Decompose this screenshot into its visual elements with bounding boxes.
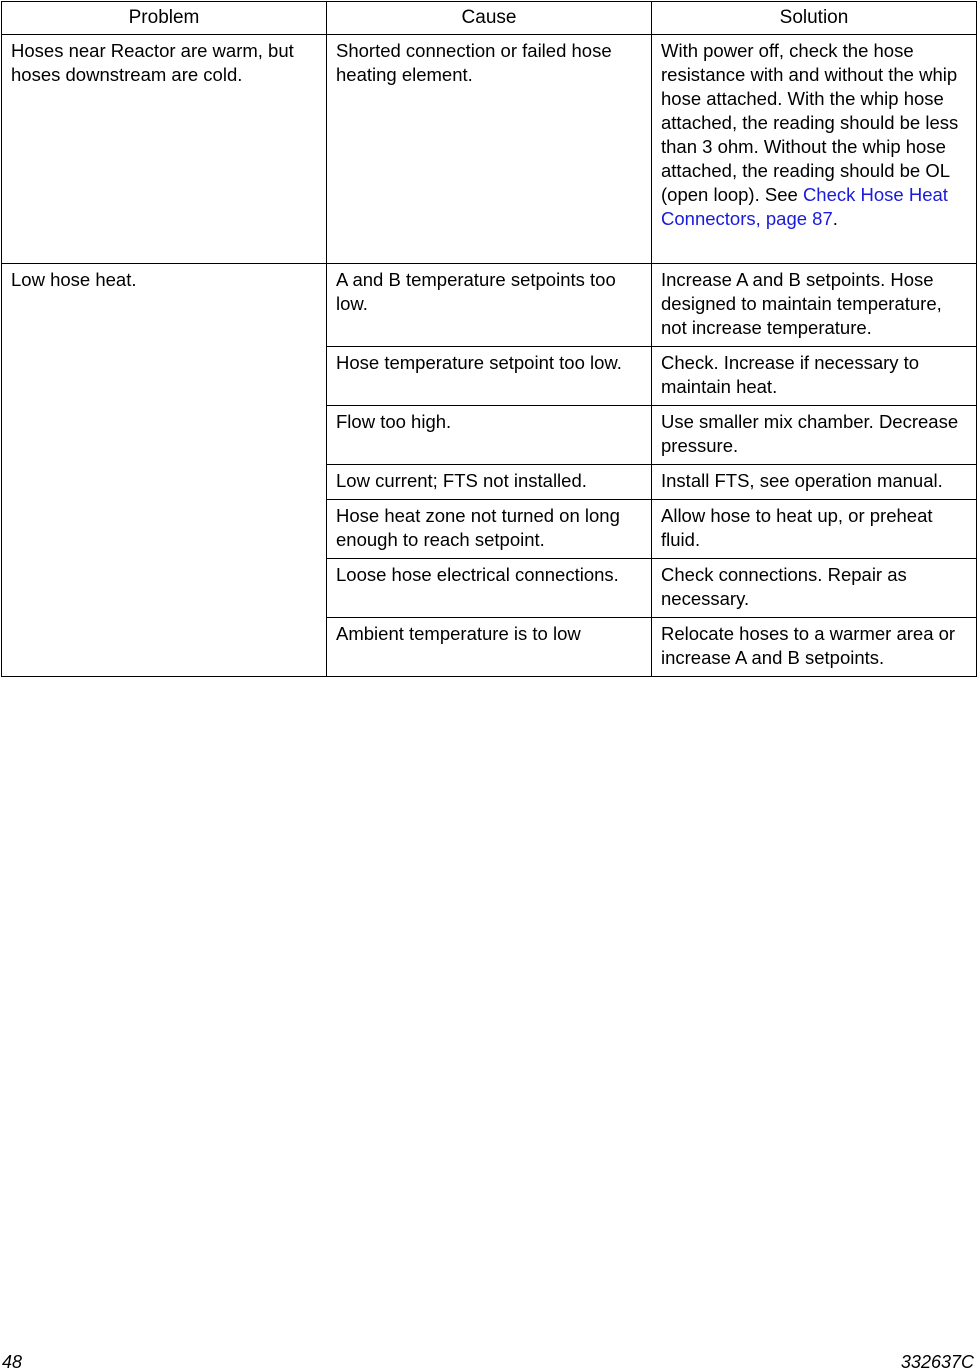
cause-cell: Hose temperature setpoint too low. bbox=[327, 347, 652, 406]
check-hose-heat-connectors-link[interactable]: Check Hose Heat Connectors, page 87 bbox=[661, 184, 948, 229]
solution-cell: Check connections. Repair as necessary. bbox=[652, 559, 977, 618]
solution-cell: Allow hose to heat up, or preheat fluid. bbox=[652, 500, 977, 559]
cause-cell: A and B temperature setpoints too low. bbox=[327, 264, 652, 347]
cause-cell: Hose heat zone not turned on long enough to reach setpoint. bbox=[327, 500, 652, 559]
cause-cell: Low current; FTS not installed. bbox=[327, 465, 652, 500]
solution-cell: Increase A and B setpoints. Hose designed to maintain temperature, not increase temperature. bbox=[652, 264, 977, 347]
solution-end: . bbox=[832, 208, 838, 229]
cause-cell: Ambient temperature is to low bbox=[327, 618, 652, 677]
cause-cell: Shorted connection or failed hose heating element. bbox=[327, 35, 652, 264]
solution-cell: Use smaller mix chamber. Decrease pressure. bbox=[652, 406, 977, 465]
solution-cell: Relocate hoses to a warmer area or increase A and B setpoints. bbox=[652, 618, 977, 677]
solution-cell: Check. Increase if necessary to maintain heat. bbox=[652, 347, 977, 406]
page-number: 48 bbox=[2, 1352, 23, 1372]
table-row bbox=[2, 35, 977, 264]
cause-cell: Flow too high. bbox=[327, 406, 652, 465]
solution-cell: Install FTS, see operation manual. bbox=[652, 465, 977, 500]
header-cause: Cause bbox=[327, 2, 652, 35]
document-number: 332637C bbox=[900, 1352, 974, 1372]
solution-cell bbox=[652, 35, 977, 264]
table-row bbox=[2, 264, 977, 347]
problem-cell: Hoses near Reactor are warm, but hoses downstream are cold. bbox=[2, 35, 327, 264]
solution-text: With power off, check the hose resistance with and without the whip hose attached. With the whip hose attached, the reading should be less than 3 ohm. Without the whip hose attached, the reading should be OL (open loop). See bbox=[661, 40, 959, 205]
header-solution: Solution bbox=[652, 2, 977, 35]
troubleshooting-table bbox=[1, 1, 977, 677]
header-problem: Problem bbox=[2, 2, 327, 35]
table-header-row bbox=[2, 2, 977, 35]
problem-cell: Low hose heat. bbox=[2, 264, 327, 677]
cause-cell: Loose hose electrical connections. bbox=[327, 559, 652, 618]
